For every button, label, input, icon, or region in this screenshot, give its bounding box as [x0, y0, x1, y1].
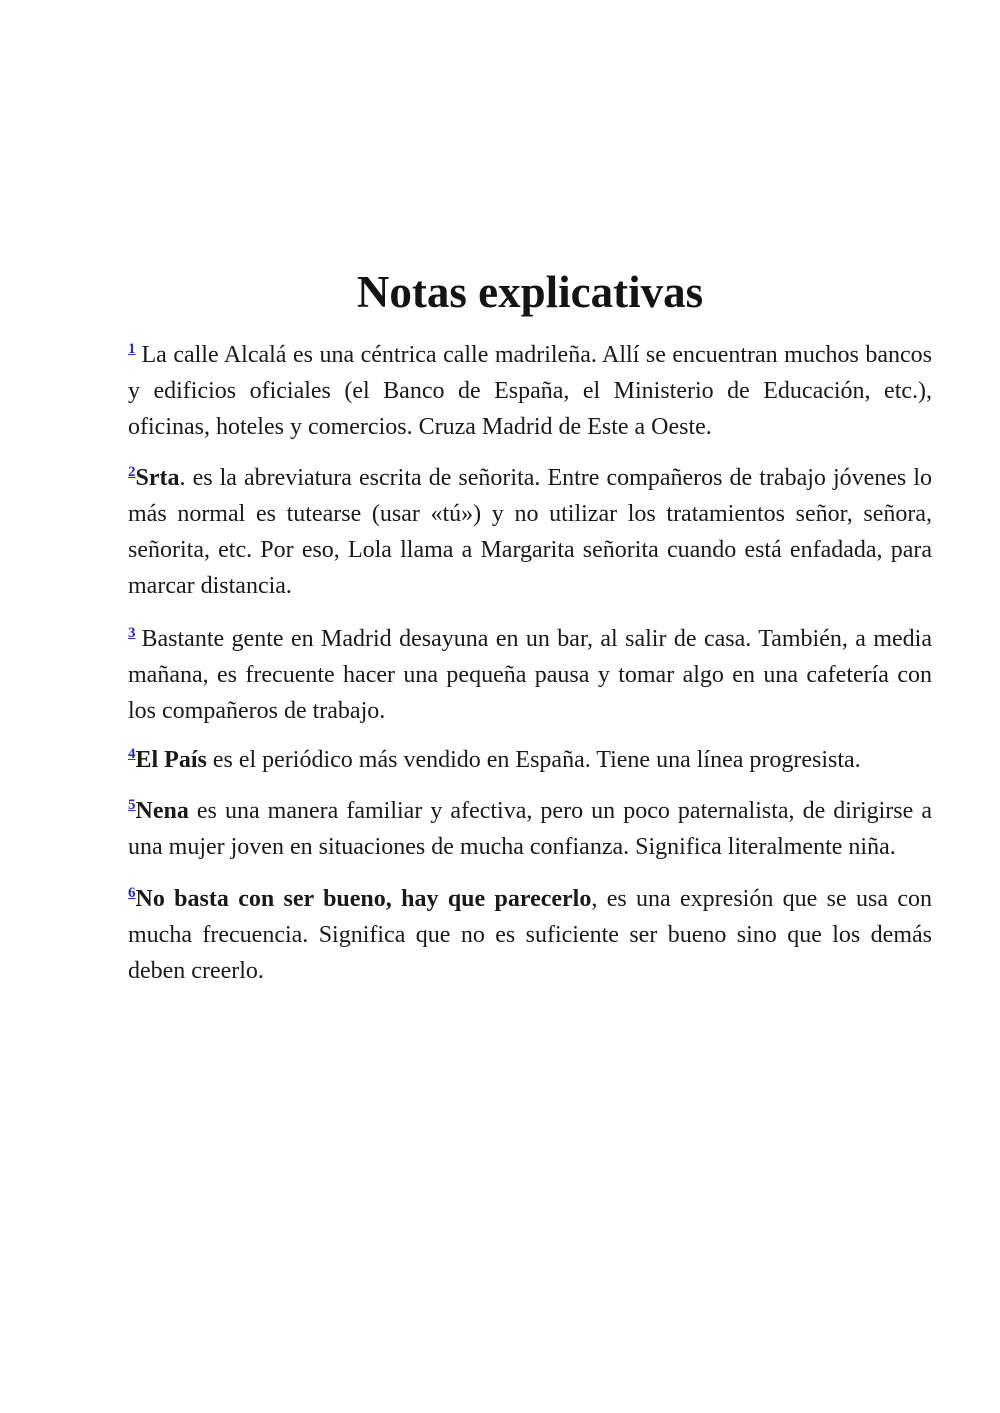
note-number-link[interactable]: 6	[128, 885, 136, 901]
note-1	[128, 337, 932, 445]
note-number-link[interactable]: 1	[128, 341, 136, 357]
page-title: Notas explicativas	[356, 267, 704, 317]
note-number-link[interactable]: 2	[128, 464, 136, 480]
note-text: es una manera familiar y afectiva, pero un poco paternalista, de dirigirse a una mujer joven en situaciones de mucha confianza. Significa literalmente niña.	[128, 798, 932, 860]
note-5	[128, 793, 932, 865]
note-term: Nena	[135, 798, 189, 824]
note-text: es el periódico más vendido en España. Tiene una línea progresista.	[206, 747, 861, 773]
note-text: La calle Alcalá es una céntrica calle madrileña. Allí se encuentran muchos bancos y edificios oficiales (el Banco de España, el Ministerio de Educación, etc.), oficinas, hoteles y comercios. Cruza Madrid de Este a Oeste.	[128, 342, 932, 440]
note-number-link[interactable]: 4	[128, 746, 136, 762]
notes-list	[128, 337, 932, 1004]
note-4	[128, 742, 932, 778]
note-3	[128, 621, 932, 729]
note-text: Bastante gente en Madrid desayuna en un bar, al salir de casa. También, a media mañana, es frecuente hacer una pequeña pausa y tomar algo en una cafetería con los compañeros de trabajo.	[128, 626, 932, 724]
note-text: . es la abreviatura escrita de señorita. Entre compañeros de trabajo jóvenes lo más normal es tutearse (usar «tú») y no utilizar los tratamientos señor, señora, señorita, etc. Por eso, Lola llama a Margarita señorita cuando está enfadada, para marcar distancia.	[128, 465, 932, 599]
note-term: El País	[135, 747, 207, 773]
note-text: , es una expresión que se usa con mucha frecuencia. Significa que no es suficiente ser bueno sino que los demás deben creerlo.	[128, 886, 932, 984]
note-term: Srta	[135, 465, 180, 491]
note-2	[128, 460, 932, 604]
note-number-link[interactable]: 3	[128, 625, 136, 641]
note-number-link[interactable]: 5	[128, 797, 136, 813]
note-term: No basta con ser bueno, hay que parecerlo	[135, 886, 592, 912]
note-6	[128, 881, 932, 989]
